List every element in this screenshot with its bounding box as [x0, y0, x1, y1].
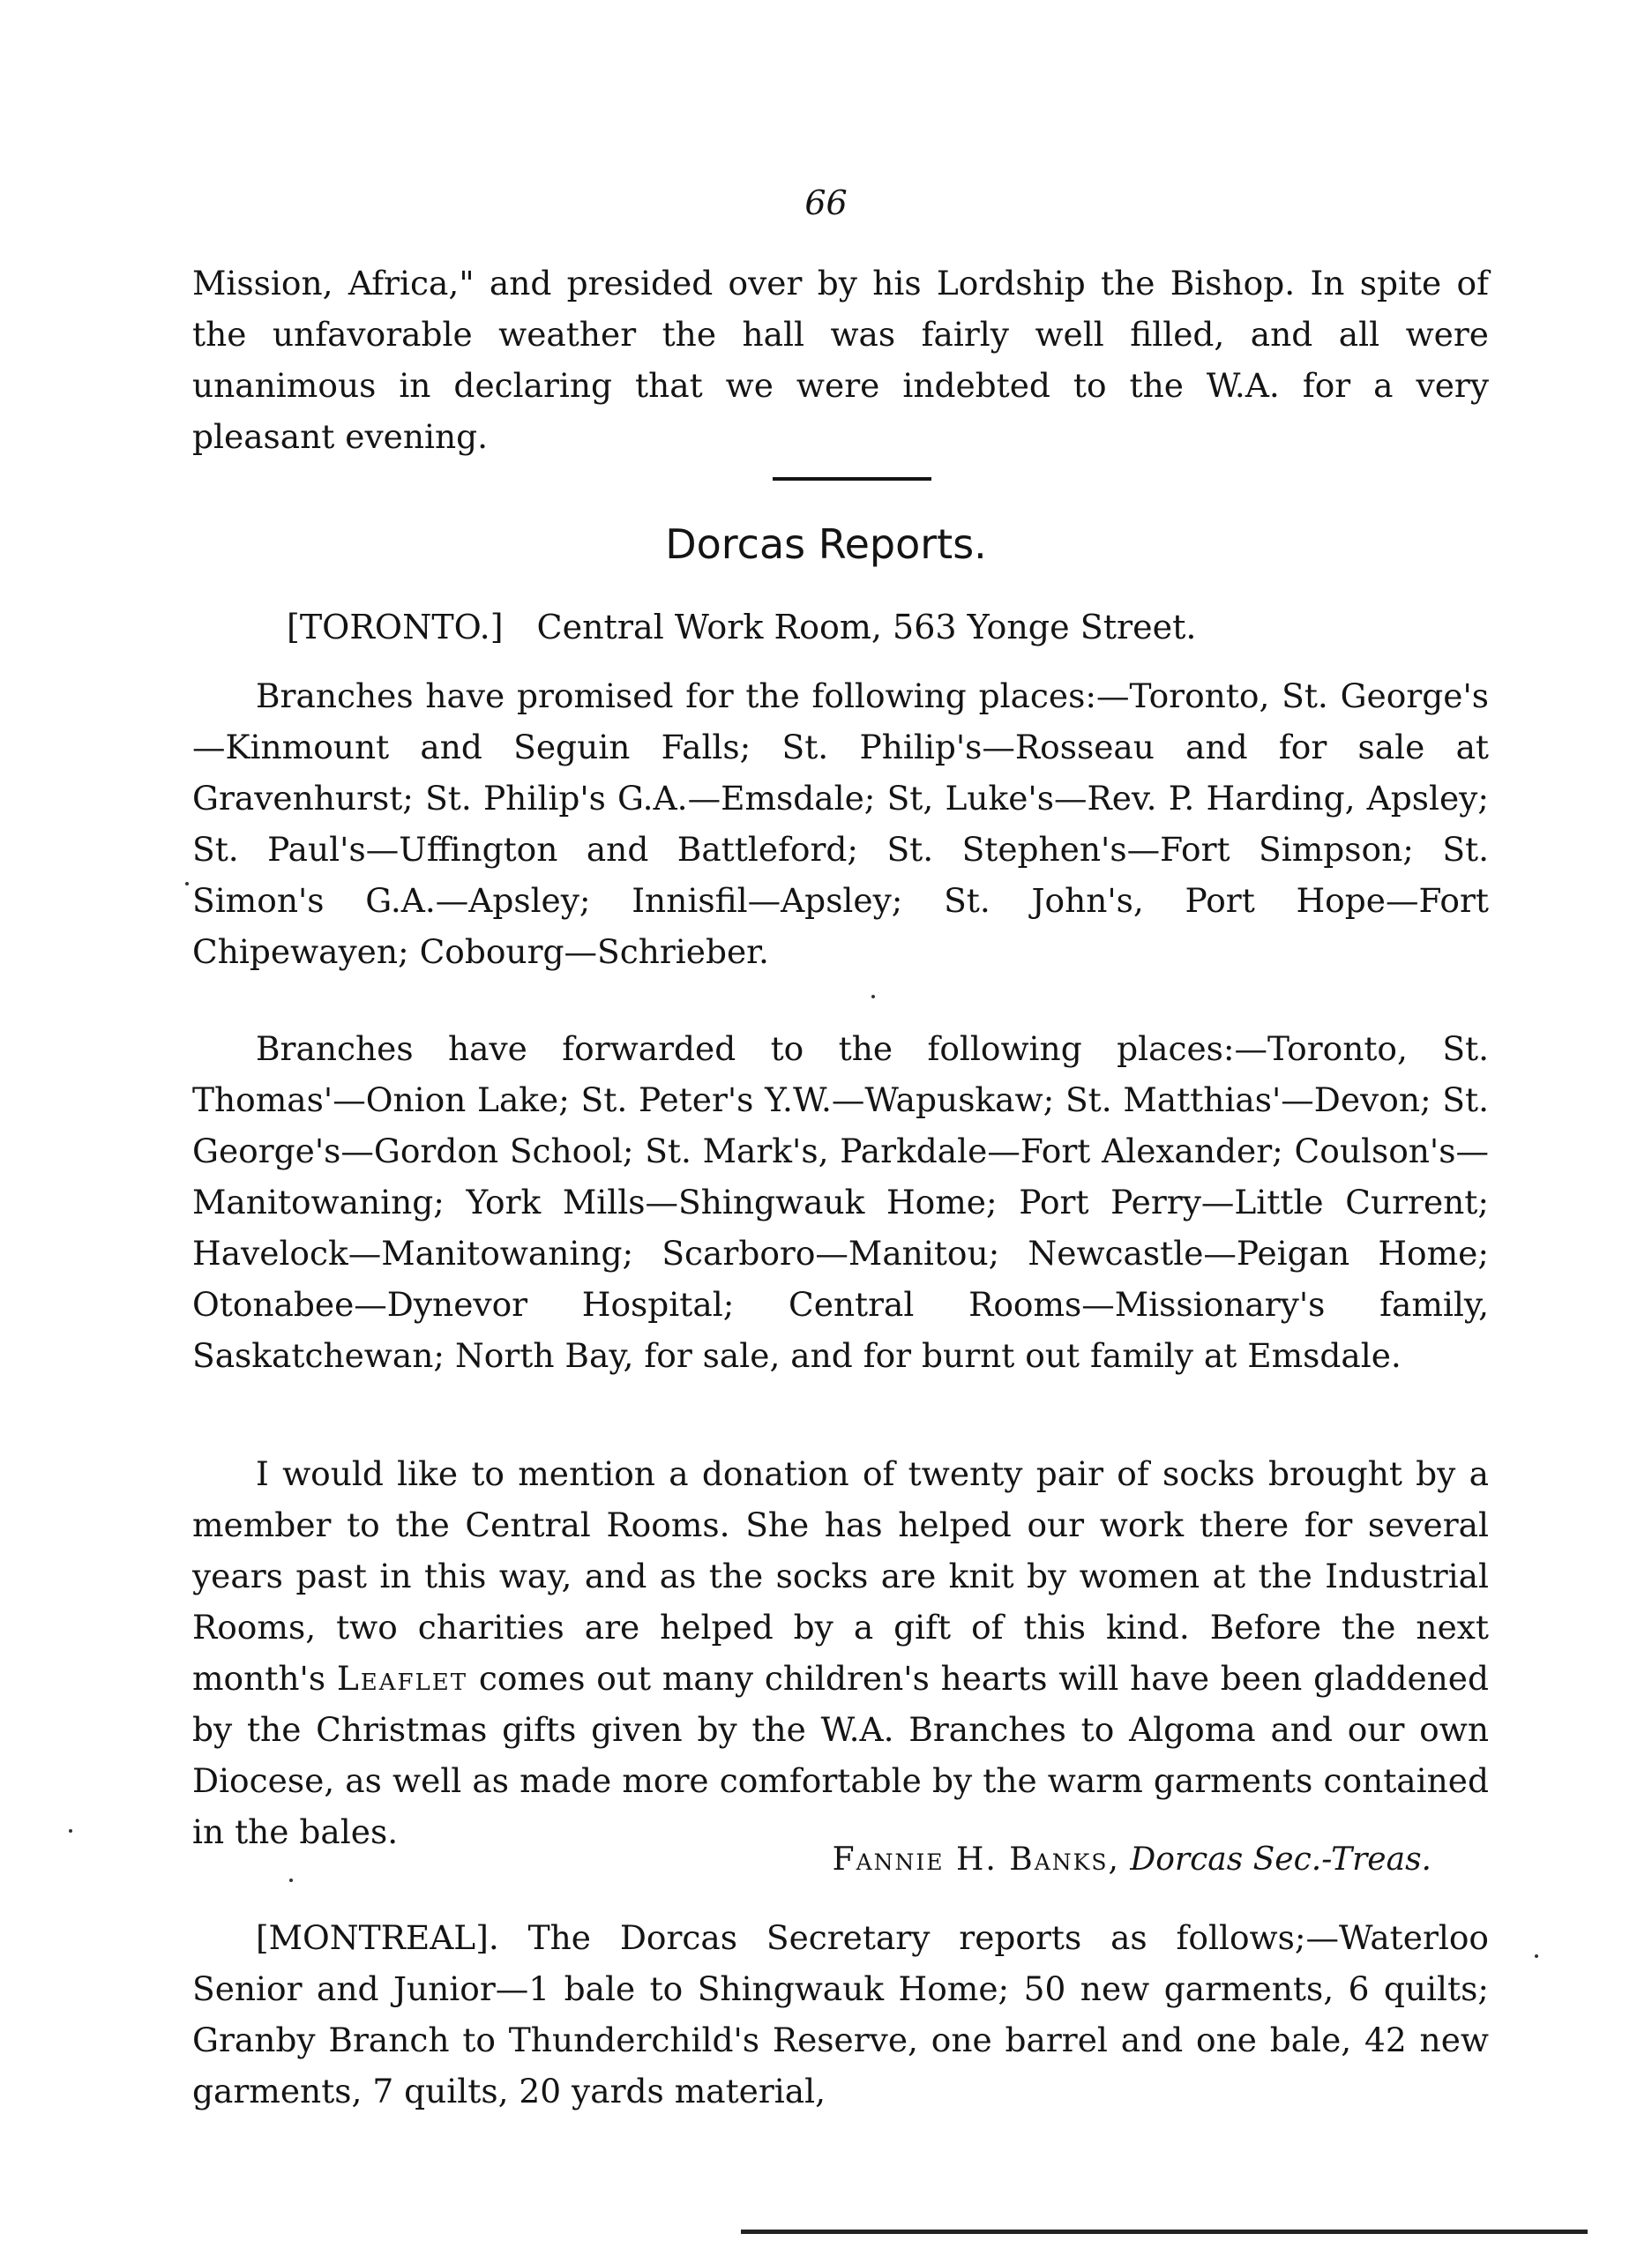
print-speck: [69, 1829, 72, 1833]
print-speck: [871, 995, 875, 998]
print-speck: [185, 882, 189, 885]
print-speck: [289, 1879, 293, 1882]
section-heading: Dorcas Reports.: [665, 520, 987, 568]
toronto-address: Central Work Room, 563 Yonge Street.: [536, 608, 1197, 646]
section-divider: [773, 477, 931, 481]
print-speck: [1535, 1954, 1538, 1958]
signature-title: Dorcas Sec.-Treas.: [1130, 1841, 1431, 1878]
intro-paragraph: Mission, Africa," and presided over by his Lordship the Bishop. In spite of the unfavorable weather the hall was fairly well filled, and all were unanimous in declaring that we were indebted to the W.A. for a very pleasant evening.: [192, 264, 1489, 456]
toronto-forwarded-paragraph: Branches have forwarded to the following places:—Toronto, St. Thomas'—Onion Lake; St. Peter's Y.W.—Wapuskaw; St. Matthias'—Devon; St. George's—Gordon School; St. Mark's, Parkdale—Fort Alexander; Coulson's—Manitowaning; York Mills—Shingwauk Home; Port Perry—Little Current; Havelock—Manitowaning; Scarboro—Manitou; Newcastle—Peigan Home; Otonabee—Dynevor Hospital; Central Rooms—Missionary's family, Saskatchewan; North Bay, for sale, and for burnt out family at Emsdale.: [192, 1029, 1489, 1375]
montreal-label: [MONTREAL].: [256, 1918, 499, 1957]
signature: [833, 1841, 1431, 1878]
signature-name: Fannie H. Banks,: [832, 1841, 1120, 1878]
donation-paragraph: [192, 1448, 1489, 1857]
page-number: 66: [804, 183, 848, 222]
donation-text-end: comes out many children's hearts will have been gladdened by the Christmas gifts given by the W.A. Branches to Algoma and our own Diocese, as well as made more comfortable by the warm garments contained in the bales.: [192, 1659, 1490, 1851]
leaflet-title: Leaflet: [336, 1659, 468, 1698]
donation-text-start: I would like to mention a donation of twenty pair of socks brought by a member to the Central Rooms. She has helped our work there for several years past in this way, and as the socks are knit by women at the Industrial Rooms, two charities are helped by a gift of this kind. Before the next month's: [192, 1454, 1489, 1698]
montreal-paragraph: [192, 1912, 1489, 2117]
toronto-promised-paragraph: Branches have promised for the following places:—Toronto, St. George's—Kinmount and Seguin Falls; St. Philip's—Rosseau and for sale at Gravenhurst; St. Philip's G.A.—Emsdale; St, Luke's—Rev. P. Harding, Apsley; St. Paul's—Uffington and Battleford; St. Stephen's—Fort Simpson; St. Simon's G.A.—Apsley; Innisfil—Apsley; St. John's, Port Hope—Fort Chipewayen; Cobourg—Schrieber.: [192, 676, 1489, 971]
bottom-rule: [741, 2230, 1588, 2234]
toronto-label: [TORONTO.]: [287, 608, 504, 646]
toronto-section-line: [287, 601, 1197, 653]
montreal-text: The Dorcas Secretary reports as follows;—Waterloo Senior and Junior—1 bale to Shingwauk Home; 50 new garments, 6 quilts; Granby Branch to Thunderchild's Reserve, one barrel and one bale, 42 new garments, 7 quilts, 20 yards material,: [192, 1918, 1490, 2110]
